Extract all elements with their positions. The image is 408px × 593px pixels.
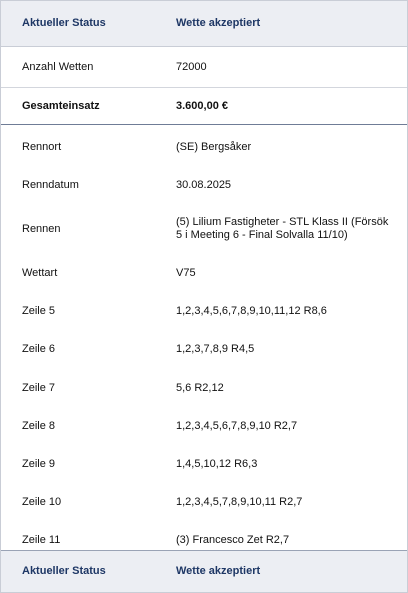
total-stake-label: Gesamteinsatz [22,99,100,112]
detail-label: Wettart [22,266,58,279]
detail-label: Zeile 6 [22,343,56,356]
detail-value: 1,2,3,4,5,6,7,8,9,10,11,12 R8,6 [176,305,327,318]
bet-count-value: 72000 [176,60,207,73]
total-stake-row [1,87,407,125]
detail-row-race [1,204,407,254]
detail-label: Rennen [22,222,61,235]
detail-row-bet-type [1,254,407,292]
detail-value: V75 [176,266,196,279]
bet-count-label: Anzahl Wetten [22,60,94,73]
detail-value: 1,4,5,10,12 R6,3 [176,457,258,470]
status-label: Aktueller Status [22,565,106,577]
status-label: Aktueller Status [22,17,106,29]
detail-label: Zeile 9 [22,457,56,470]
status-value: Wette akzeptiert [176,17,261,29]
detail-value: 1,2,3,4,5,6,7,8,9,10 R2,7 [176,419,298,432]
detail-value: (3) Francesco Zet R2,7 [176,534,290,547]
status-header-row [1,1,407,47]
detail-value: (5) Lilium Fastigheter - STL Klass II (Försök 5 i Meeting 6 - Final Solvalla 11/10) [176,216,389,242]
detail-value: 30.08.2025 [176,178,232,191]
status-footer-row [1,550,407,592]
detail-row-race-venue [1,128,407,166]
detail-row-line-8 [1,407,407,445]
status-value: Wette akzeptiert [176,565,261,577]
detail-label: Zeile 5 [22,305,56,318]
detail-label: Zeile 10 [22,496,62,509]
detail-row-line-5 [1,293,407,331]
detail-row-line-10 [1,484,407,522]
detail-row-race-date [1,166,407,204]
detail-label: Zeile 7 [22,381,56,394]
total-stake-value: 3.600,00 € [176,99,228,112]
detail-row-line-9 [1,445,407,483]
detail-label: Renndatum [22,178,79,191]
detail-value: 5,6 R2,12 [176,381,224,394]
detail-value: 1,2,3,7,8,9 R4,5 [176,343,255,356]
detail-label: Zeile 11 [22,534,61,547]
detail-label: Rennort [22,140,62,153]
detail-row-line-7 [1,369,407,407]
detail-row-line-6 [1,331,407,369]
detail-label: Zeile 8 [22,419,56,432]
detail-value: 1,2,3,4,5,7,8,9,10,11 R2,7 [176,496,303,509]
bet-count-row [1,47,407,87]
detail-value: (SE) Bergsåker [176,140,252,153]
